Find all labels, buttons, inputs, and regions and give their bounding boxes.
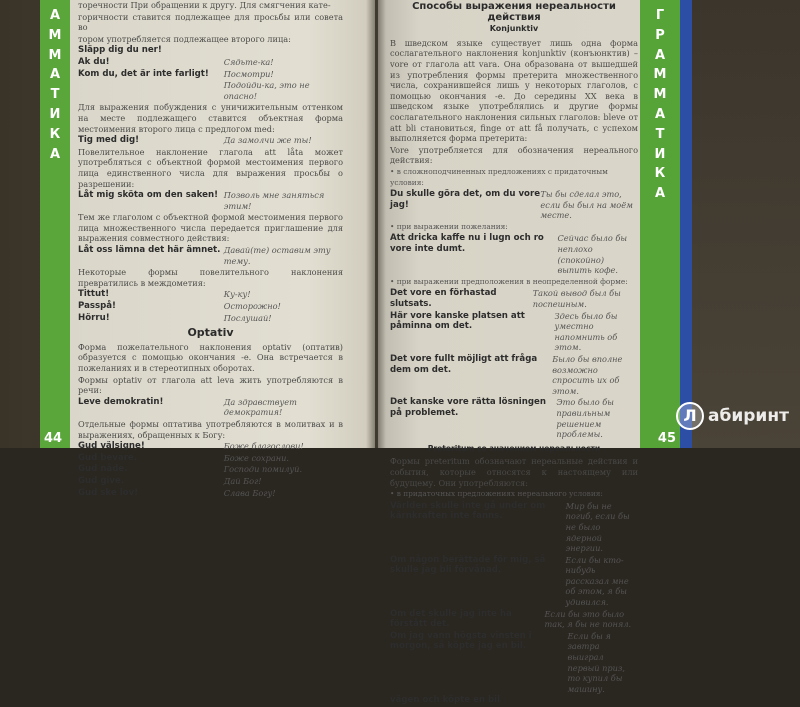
paragraph: Тем же глаголом с объектной формой местоимения первого лица множественного числа передается приглашение для выражения совместного действия: [78, 212, 343, 244]
russian-translation: Посмотри! [223, 68, 274, 79]
tab-letter: Т [50, 87, 60, 103]
tab-letter: А [49, 8, 61, 23]
tab-letter: И [49, 106, 61, 122]
example-row [78, 464, 343, 475]
russian-translation: Здесь было бы уместно напомнить об этом. [554, 310, 618, 353]
swedish-example: Gud nåde. [78, 464, 128, 475]
example-row [78, 80, 343, 101]
tab-letter: А [49, 67, 61, 83]
swedish-example: Hörru! [78, 312, 110, 323]
paragraph: Формы preteritum обозначают нереальные действия и события, которые относятся к настоящему или будущему. Они употребляются: [390, 456, 638, 488]
russian-translation: Сядьте-ка! [223, 56, 274, 67]
example-row [78, 488, 343, 499]
labirint-watermark [676, 402, 789, 430]
swedish-example: Gud ske lov! [78, 487, 139, 498]
page-number-left: 44 [44, 431, 63, 446]
watermark-text: абиринт [708, 406, 789, 426]
example-row [390, 695, 638, 706]
example-row [78, 397, 343, 418]
paragraph: Для выражения побуждения с уничижительным оттенком на месте подлежащего ставится объектная форма местоимения второго лица с предлогом med: [78, 102, 343, 134]
russian-translation: Позволь мне заняться этим! [223, 190, 325, 211]
book-gutter [366, 0, 386, 448]
russian-translation: Послушай! [223, 312, 272, 323]
russian-translation: Осторожно! [223, 301, 281, 312]
swedish-example: Låt mig sköta om den saken! [78, 190, 219, 201]
russian-translation: Сейчас было бы неплохо (спокойно) выпить кофе. [557, 233, 628, 276]
swedish-example: Om jag vann högsta vinsten i morgon, så köpte jag en bil. [390, 630, 532, 652]
bullet-item: • при выражении предположения в неопределенной форме: [390, 277, 638, 288]
swedish-example: vägen och köpte en bil [390, 695, 501, 706]
book-cover-edge [680, 0, 692, 448]
left-grammar-tab [40, 0, 70, 448]
section-heading-optativ: Optativ [187, 326, 234, 340]
swedish-example: Det vore en förhastad slutsats. [390, 288, 497, 310]
page-number-right: 45 [657, 431, 676, 446]
russian-translation: Боже сохрани. [223, 452, 289, 463]
swedish-example: Släpp dig du ner! [78, 45, 162, 56]
example-row [390, 189, 638, 221]
swedish-example: Gud give. [78, 475, 125, 486]
swedish-example: Världen skulle inte gå under om kärnkraften inte fanns. [390, 500, 546, 522]
paragraph: Форма пожелательного наклонения optativ (оптатив) образуется с помощью окончания -e. Она встречается в пожеланиях и в стереотипных оборотах. [78, 341, 343, 373]
example-row [390, 354, 638, 396]
russian-translation: Да здравствует демократия! [223, 396, 297, 418]
paragraph: Некоторые формы повелительного наклонения превратились в междометия: [78, 267, 343, 288]
tab-letter: Р [655, 27, 665, 43]
paragraph: Повелительное наклонение глагола att låta может употребляться с объектной формой местоимения первого лица единственного числа для выражения просьбы о разрешении: [78, 146, 343, 189]
tab-letter: К [654, 166, 666, 182]
tab-letter: Г [655, 8, 665, 23]
russian-translation: Давай(те) оставим эту тему. [223, 245, 331, 266]
example-row [390, 397, 638, 439]
swedish-example: Passpå! [78, 301, 116, 312]
tab-letter: М [653, 67, 667, 83]
swedish-example: Om någon berättade för mig, så skulle jag bli förvånad. [390, 554, 546, 576]
example-row [390, 501, 638, 554]
paragraph: торечности При обращении к другу. Для смягчения кате- [78, 0, 331, 10]
example-row [390, 555, 638, 608]
example-row [78, 190, 343, 211]
tab-letter: И [654, 146, 666, 162]
labirint-logo-icon: Л [676, 402, 704, 430]
russian-translation: Господи помилуй. [223, 464, 303, 475]
example-row [390, 288, 638, 309]
russian-translation: Боже благослови! [223, 441, 304, 452]
section-heading-konjunktiv: Konjunktiv [489, 24, 539, 34]
russian-translation: Ку-ку! [223, 289, 251, 300]
example-row [78, 69, 343, 80]
russian-translation [224, 45, 343, 56]
swedish-example: Gud bevare. [78, 452, 138, 463]
page-title: Способы выражения нереальности действия [412, 1, 616, 23]
paragraph: тором употребляется подлежащее второго лица: [78, 33, 291, 44]
russian-translation [526, 695, 638, 706]
swedish-example: Det vore fullt möjligt att fråga dem om det. [390, 354, 538, 375]
example-row [390, 631, 638, 695]
swedish-example: Om det skulle jag inte ha förstått det. [390, 608, 512, 630]
example-row [78, 289, 343, 300]
bullet-item: • при выражении пожелания: [390, 222, 638, 233]
swedish-example: Låt oss lämna det här ämnet. [78, 245, 221, 256]
swedish-example: Leve demokratin! [78, 396, 164, 407]
tab-letter: М [48, 27, 62, 43]
right-page-text [390, 0, 638, 707]
example-row [390, 609, 638, 630]
tab-letter: М [48, 47, 62, 63]
paragraph: Формы optativ от глагола att leva жить употребляются в речи: [78, 374, 343, 396]
example-row [390, 233, 638, 275]
bullet-item: • в придаточных предложениях нереального условия: [390, 489, 638, 500]
example-row [78, 453, 343, 464]
tab-letter: А [49, 146, 61, 162]
table-surface [692, 0, 800, 448]
example-row [78, 476, 343, 487]
bullet-item: • в сложноподчиненных предложениях с придаточным условия: [390, 167, 638, 188]
swedish-example: Det kanske vore rätta lösningen på problemet. [390, 397, 546, 418]
example-row [78, 441, 343, 452]
section-heading-preteritum: Preteritum со значением нереальности [427, 443, 601, 453]
example-row [78, 301, 343, 312]
tab-letter: Т [655, 126, 665, 142]
left-page-text [78, 0, 343, 499]
example-row [78, 135, 343, 146]
right-tab-letters [640, 6, 680, 204]
swedish-example: Här vore kanske platsen att påminna om det. [390, 310, 525, 332]
swedish-example: Gud välsigne! [78, 441, 145, 452]
tab-letter: А [654, 106, 666, 122]
russian-translation: Если бы кто-нибудь рассказал мне об этом, я бы удивился. [565, 554, 629, 608]
left-tab-letters [40, 6, 70, 164]
russian-translation: Такой вывод был бы поспешным. [532, 288, 621, 310]
example-row [78, 313, 343, 324]
swedish-example: Ak du! [78, 56, 110, 67]
paragraph: Отдельные формы оптатива употребляются в молитвах и в выражениях, обращенных к Богу: [78, 418, 343, 440]
swedish-example: Kom du, det är inte farligt! [78, 68, 209, 79]
russian-translation: Если бы я завтра выиграл первый приз, то купил бы машину. [567, 630, 625, 694]
russian-translation: Если бы это было так, я бы не понял. [544, 608, 632, 630]
tab-letter: А [654, 47, 666, 63]
russian-translation: Подойди-ка, это не опасно! [223, 80, 310, 101]
example-row [78, 57, 343, 68]
tab-letter: К [49, 126, 61, 142]
russian-translation: Ты бы сделал это, если бы был на моём месте. [540, 189, 633, 221]
example-row [78, 45, 343, 56]
swedish-example: Du skulle göra det, om du vore jag! [390, 189, 541, 210]
right-grammar-tab [640, 0, 680, 448]
paragraph: Vore употребляется для обозначения нереального действия: [390, 144, 638, 166]
swedish-example: Tig med dig! [78, 135, 140, 146]
swedish-example: Att dricka kaffe nu i lugn och ro vore inte dumt. [390, 233, 544, 255]
russian-translation: Слава Богу! [223, 487, 276, 498]
russian-translation: Это было бы правильным решением проблемы. [556, 397, 614, 440]
example-row [390, 311, 638, 353]
russian-translation: Мир бы не погиб, если бы не было ядерной энергии. [565, 500, 630, 554]
tab-letter: М [653, 87, 667, 103]
russian-translation: Было бы вполне возможно спросить их об этом. [552, 354, 623, 396]
russian-translation: Дай Бог! [223, 475, 262, 486]
example-row [78, 245, 343, 266]
swedish-example: Tittut! [78, 289, 110, 300]
tab-letter: А [654, 186, 666, 202]
paragraph: В шведском языке существует лишь одна форма сослагательного наклонения konjunktiv (конъюнктив) – vore от глагола att vara. Она образована от вышедшей из употребления формы претерита множественного числа, сохранившейся лишь у некоторых глаголов, с помощью окончания -e. До середины XX века в шведском языке употреблялись и другие формы сослагательного наклонения сильных глаголов: bleve от att bli становиться, finge от att få получать, с успехом выполняется форма претерита: [390, 37, 638, 144]
paragraph: горичности ставится подлежащее для просьбы или совета во [78, 11, 343, 33]
russian-translation: Да замолчи же ты! [223, 135, 312, 146]
